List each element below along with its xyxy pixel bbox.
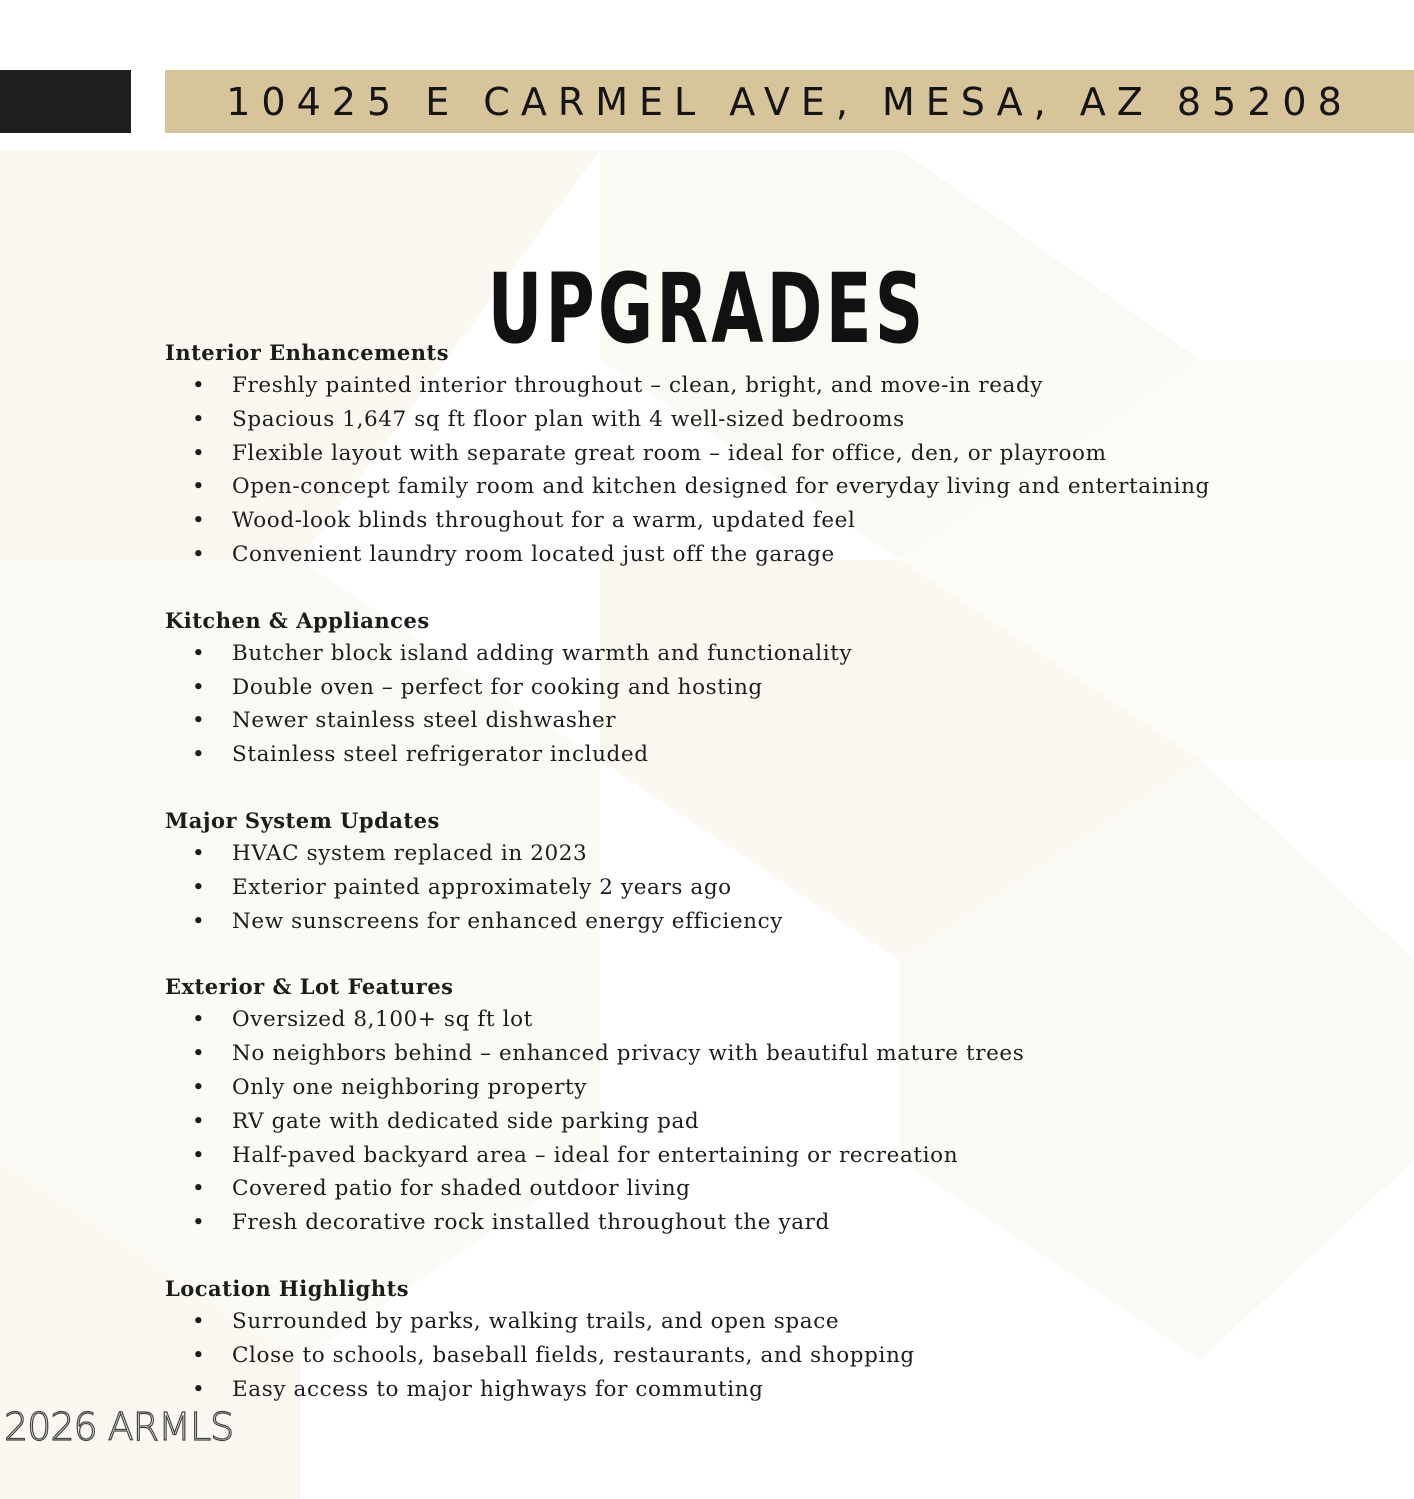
bullet-icon: • <box>192 541 206 567</box>
address-banner <box>165 70 1414 133</box>
copyright-watermark: 2026 ARMLS <box>4 1405 234 1449</box>
list-item-text: Surrounded by parks, walking trails, and open space <box>232 1308 840 1334</box>
bullet-icon: • <box>192 1308 206 1334</box>
list-item-text: Exterior painted approximately 2 years ago <box>232 874 732 900</box>
list-item <box>165 1003 1365 1037</box>
bullet-list <box>165 369 1365 572</box>
list-item-text: New sunscreens for enhanced energy efficiency <box>232 908 783 934</box>
bullet-icon: • <box>192 1041 206 1067</box>
list-item-text: Easy access to major highways for commuting <box>232 1376 764 1402</box>
section-title: Exterior & Lot Features <box>165 974 454 1000</box>
list-item <box>165 704 1365 738</box>
list-item-text: Covered patio for shaded outdoor living <box>232 1176 691 1202</box>
list-item-text: Convenient laundry room located just off the garage <box>232 541 835 567</box>
bullet-icon: • <box>192 640 206 666</box>
section-title: Major System Updates <box>165 807 440 833</box>
section-title: Interior Enhancements <box>165 340 450 365</box>
list-item <box>165 871 1365 905</box>
bullet-icon: • <box>192 1142 206 1168</box>
list-item-text: Butcher block island adding warmth and functionality <box>232 640 853 666</box>
list-item-text: Spacious 1,647 sq ft floor plan with 4 well-sized bedrooms <box>232 406 905 432</box>
section <box>165 337 1365 572</box>
bullet-icon: • <box>192 840 206 866</box>
bullet-icon: • <box>192 708 206 734</box>
bullet-list <box>165 1003 1365 1240</box>
bullet-icon: • <box>192 1007 206 1033</box>
list-item-text: Open-concept family room and kitchen designed for everyday living and entertaining <box>232 474 1210 500</box>
bullet-icon: • <box>192 674 206 700</box>
list-item <box>165 738 1365 772</box>
list-item <box>165 403 1365 437</box>
list-item <box>165 437 1365 471</box>
list-item <box>165 837 1365 871</box>
bullet-icon: • <box>192 908 206 934</box>
list-item-text: Close to schools, baseball fields, restaurants, and shopping <box>232 1342 915 1368</box>
bullet-icon: • <box>192 474 206 500</box>
list-item <box>165 1339 1365 1373</box>
property-address: 10425 E CARMEL AVE, MESA, AZ 85208 <box>226 79 1353 124</box>
bullet-icon: • <box>192 1108 206 1134</box>
list-item-text: Wood-look blinds throughout for a warm, updated feel <box>232 508 856 534</box>
list-item-text: Freshly painted interior throughout – clean, bright, and move-in ready <box>232 373 1044 398</box>
list-item-text: Half-paved backyard area – ideal for entertaining or recreation <box>232 1142 959 1168</box>
bullet-list <box>165 837 1365 938</box>
list-item <box>165 1206 1365 1240</box>
list-item-text: Double oven – perfect for cooking and hosting <box>232 674 763 700</box>
bullet-icon: • <box>192 373 206 398</box>
bullet-icon: • <box>192 1176 206 1202</box>
list-item <box>165 1071 1365 1105</box>
section-title: Kitchen & Appliances <box>165 607 430 633</box>
section <box>165 971 1365 1240</box>
list-item <box>165 1305 1365 1339</box>
bullet-list <box>165 637 1365 772</box>
list-item <box>165 470 1365 504</box>
list-item-text: No neighbors behind – enhanced privacy with beautiful mature trees <box>232 1041 1025 1067</box>
list-item <box>165 905 1365 939</box>
bullet-icon: • <box>192 874 206 900</box>
page-title: UPGRADES <box>487 253 927 366</box>
list-item <box>165 1037 1365 1071</box>
list-item-text: Stainless steel refrigerator included <box>232 742 649 768</box>
upgrades-list <box>165 337 1365 1439</box>
list-item-text: Newer stainless steel dishwasher <box>232 708 617 734</box>
list-item <box>165 369 1365 403</box>
list-item-text: Fresh decorative rock installed throughout the yard <box>232 1210 830 1236</box>
bullet-icon: • <box>192 1074 206 1100</box>
list-item-text: Flexible layout with separate great room – ideal for office, den, or playroom <box>232 440 1107 466</box>
list-item-text: Only one neighboring property <box>232 1074 587 1100</box>
section-title: Location Highlights <box>165 1275 410 1301</box>
bullet-icon: • <box>192 1342 206 1368</box>
list-item <box>165 1105 1365 1139</box>
list-item-text: HVAC system replaced in 2023 <box>232 840 588 866</box>
list-item-text: Oversized 8,100+ sq ft lot <box>232 1007 533 1033</box>
section <box>165 805 1365 938</box>
section <box>165 605 1365 772</box>
list-item <box>165 504 1365 538</box>
bullet-icon: • <box>192 508 206 534</box>
list-item <box>165 1172 1365 1206</box>
list-item <box>165 1139 1365 1173</box>
list-item <box>165 637 1365 671</box>
bullet-list <box>165 1305 1365 1406</box>
list-item <box>165 538 1365 572</box>
section <box>165 1273 1365 1406</box>
list-item <box>165 671 1365 705</box>
bullet-icon: • <box>192 742 206 768</box>
black-accent-block <box>0 70 131 133</box>
bullet-icon: • <box>192 440 206 466</box>
list-item <box>165 1373 1365 1407</box>
bullet-icon: • <box>192 1376 206 1402</box>
bullet-icon: • <box>192 406 206 432</box>
bullet-icon: • <box>192 1210 206 1236</box>
list-item-text: RV gate with dedicated side parking pad <box>232 1108 700 1134</box>
